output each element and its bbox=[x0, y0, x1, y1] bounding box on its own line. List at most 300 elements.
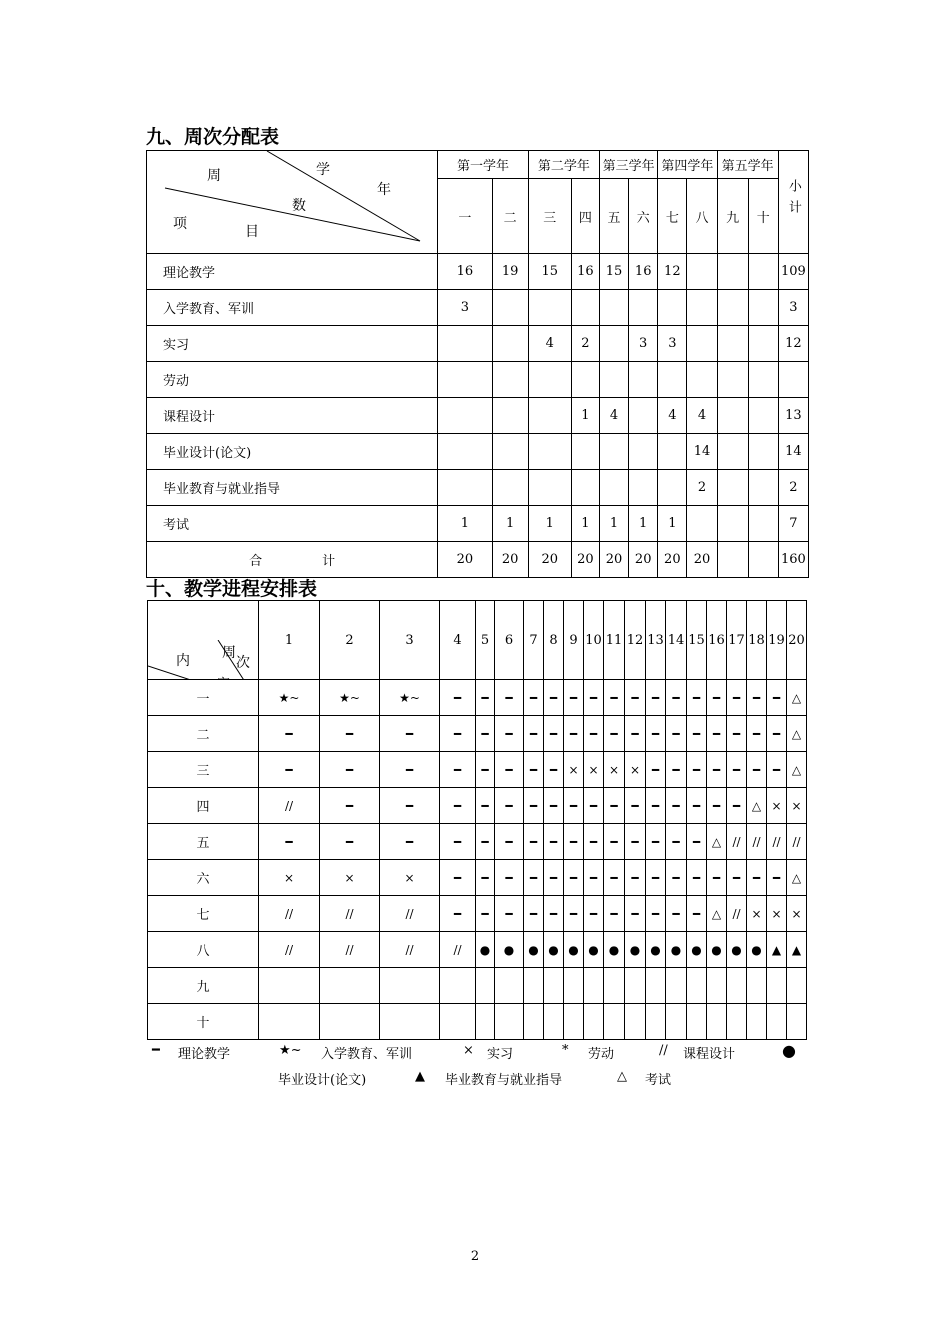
legend-label-internship: 实习 bbox=[487, 1047, 514, 1062]
week-count-cell bbox=[717, 254, 748, 290]
row-total-cell: 109 bbox=[778, 254, 808, 290]
schedule-cell: × bbox=[604, 752, 625, 788]
week-count-cell: 1 bbox=[600, 506, 629, 542]
schedule-cell: ━ bbox=[727, 716, 747, 752]
schedule-cell bbox=[476, 968, 495, 1004]
schedule-cell: ━ bbox=[767, 716, 787, 752]
schedule-cell: ━ bbox=[646, 680, 666, 716]
schedule-cell: ━ bbox=[747, 716, 767, 752]
schedule-cell: ━ bbox=[687, 716, 707, 752]
sum-cell: 20 bbox=[571, 542, 599, 578]
schedule-cell: ━ bbox=[259, 752, 320, 788]
week-count-cell: 14 bbox=[687, 434, 717, 470]
schedule-cell bbox=[584, 1004, 604, 1040]
sum-total: 160 bbox=[778, 542, 808, 578]
week-number-header: 20 bbox=[787, 601, 807, 680]
week-number-header: 17 bbox=[727, 601, 747, 680]
term-label: 一 bbox=[148, 680, 259, 716]
schedule-cell: // bbox=[767, 824, 787, 860]
schedule-cell: × bbox=[767, 896, 787, 932]
schedule-cell bbox=[564, 968, 584, 1004]
schedule-cell: ━ bbox=[544, 680, 564, 716]
week-count-cell bbox=[492, 434, 528, 470]
sum-cell: 20 bbox=[528, 542, 571, 578]
schedule-cell: ━ bbox=[524, 860, 544, 896]
schedule-cell: ━ bbox=[747, 860, 767, 896]
week-allocation-table bbox=[146, 150, 809, 578]
week-count-cell: 1 bbox=[528, 506, 571, 542]
legend-symbol-theory: ━ bbox=[152, 1043, 160, 1058]
term-label: 三 bbox=[148, 752, 259, 788]
week-count-cell: 4 bbox=[687, 398, 717, 434]
section10-title: 十、教学进程安排表 bbox=[146, 578, 318, 600]
week-count-cell: 4 bbox=[528, 326, 571, 362]
schedule-cell bbox=[707, 1004, 727, 1040]
schedule-cell: × bbox=[747, 896, 767, 932]
week-count-cell: 2 bbox=[687, 470, 717, 506]
week-number-header: 10 bbox=[584, 601, 604, 680]
schedule-corner-rong bbox=[216, 674, 230, 680]
week-count-cell bbox=[438, 326, 492, 362]
corner-label-week: 周 bbox=[207, 168, 221, 184]
legend-label-orientation: 入学教育、军训 bbox=[321, 1047, 413, 1062]
term-label: 九 bbox=[148, 968, 259, 1004]
week-count-cell bbox=[629, 434, 658, 470]
schedule-cell: ★~ bbox=[380, 680, 440, 716]
term-label: 四 bbox=[148, 788, 259, 824]
schedule-cell: ━ bbox=[687, 896, 707, 932]
term-label: 二 bbox=[148, 716, 259, 752]
row-total-cell bbox=[778, 362, 808, 398]
week-number-header: 2 bbox=[320, 601, 380, 680]
term-row bbox=[148, 860, 807, 896]
schedule-cell: ● bbox=[524, 932, 544, 968]
week-count-cell bbox=[528, 398, 571, 434]
week-number-header: 19 bbox=[767, 601, 787, 680]
schedule-cell: ━ bbox=[747, 752, 767, 788]
schedule-cell: ━ bbox=[727, 680, 747, 716]
week-count-cell: 1 bbox=[658, 506, 687, 542]
schedule-cell: ━ bbox=[259, 824, 320, 860]
schedule-cell: // bbox=[259, 932, 320, 968]
schedule-cell bbox=[320, 1004, 380, 1040]
week-count-cell: 2 bbox=[571, 326, 599, 362]
term-header: 六 bbox=[629, 179, 658, 254]
sum-label-a: 合 bbox=[249, 554, 263, 569]
row-total-cell: 7 bbox=[778, 506, 808, 542]
sum-cell: 20 bbox=[438, 542, 492, 578]
schedule-cell: ━ bbox=[707, 716, 727, 752]
schedule-cell: ━ bbox=[625, 788, 646, 824]
year-header: 第三学年 bbox=[600, 151, 658, 179]
schedule-cell: ━ bbox=[564, 860, 584, 896]
schedule-cell: // bbox=[747, 824, 767, 860]
schedule-cell: ━ bbox=[604, 896, 625, 932]
schedule-cell: ━ bbox=[646, 824, 666, 860]
teaching-schedule-table bbox=[147, 600, 807, 1040]
schedule-cell: ● bbox=[604, 932, 625, 968]
schedule-cell: ━ bbox=[544, 752, 564, 788]
week-number-header: 9 bbox=[564, 601, 584, 680]
schedule-cell bbox=[666, 968, 687, 1004]
schedule-cell bbox=[604, 1004, 625, 1040]
week-count-cell bbox=[571, 434, 599, 470]
week-count-cell bbox=[687, 290, 717, 326]
schedule-cell: // bbox=[787, 824, 807, 860]
week-count-cell: 3 bbox=[438, 290, 492, 326]
week-count-cell: 4 bbox=[658, 398, 687, 434]
schedule-cell bbox=[544, 1004, 564, 1040]
schedule-cell: ━ bbox=[646, 752, 666, 788]
schedule-cell: ━ bbox=[666, 824, 687, 860]
legend-symbol-graduation: ▲ bbox=[415, 1069, 425, 1084]
corner-header bbox=[147, 151, 438, 254]
schedule-cell bbox=[320, 968, 380, 1004]
schedule-cell: ━ bbox=[440, 680, 476, 716]
week-count-cell bbox=[717, 362, 748, 398]
week-count-cell bbox=[687, 362, 717, 398]
term-header: 八 bbox=[687, 179, 717, 254]
corner-label-xiang: 项 bbox=[173, 216, 187, 232]
sum-cell: 20 bbox=[687, 542, 717, 578]
legend-symbol-exam: △ bbox=[617, 1069, 627, 1084]
schedule-cell: ━ bbox=[646, 896, 666, 932]
week-count-cell: 15 bbox=[600, 254, 629, 290]
week-count-cell bbox=[571, 362, 599, 398]
schedule-cell: ━ bbox=[687, 788, 707, 824]
week-count-cell bbox=[600, 326, 629, 362]
schedule-cell bbox=[259, 968, 320, 1004]
term-label: 八 bbox=[148, 932, 259, 968]
schedule-cell: ━ bbox=[476, 752, 495, 788]
schedule-cell: ━ bbox=[707, 788, 727, 824]
week-count-cell: 16 bbox=[629, 254, 658, 290]
schedule-cell: // bbox=[320, 896, 380, 932]
schedule-cell: ● bbox=[625, 932, 646, 968]
week-count-cell bbox=[717, 398, 748, 434]
schedule-cell: ● bbox=[564, 932, 584, 968]
week-count-cell: 19 bbox=[492, 254, 528, 290]
schedule-corner-header bbox=[148, 601, 259, 680]
schedule-cell: ━ bbox=[440, 824, 476, 860]
week-number-header: 12 bbox=[625, 601, 646, 680]
schedule-cell: ━ bbox=[666, 716, 687, 752]
schedule-cell bbox=[646, 1004, 666, 1040]
term-label: 七 bbox=[148, 896, 259, 932]
week-number-header: 1 bbox=[259, 601, 320, 680]
week-count-cell bbox=[492, 326, 528, 362]
legend-symbol-orientation: ★~ bbox=[279, 1043, 302, 1058]
schedule-cell: ━ bbox=[584, 860, 604, 896]
schedule-cell: △ bbox=[707, 824, 727, 860]
schedule-cell: ━ bbox=[747, 680, 767, 716]
sum-cell: 20 bbox=[492, 542, 528, 578]
schedule-cell: ━ bbox=[584, 788, 604, 824]
schedule-cell bbox=[544, 968, 564, 1004]
week-count-cell bbox=[748, 362, 778, 398]
schedule-cell: ● bbox=[727, 932, 747, 968]
schedule-cell bbox=[625, 968, 646, 1004]
schedule-cell bbox=[747, 968, 767, 1004]
schedule-cell: ━ bbox=[320, 788, 380, 824]
schedule-cell: ━ bbox=[380, 716, 440, 752]
schedule-cell: ━ bbox=[495, 680, 524, 716]
legend-label-exam: 考试 bbox=[645, 1073, 672, 1088]
schedule-cell: △ bbox=[787, 680, 807, 716]
schedule-cell: ━ bbox=[524, 716, 544, 752]
week-count-cell bbox=[571, 290, 599, 326]
schedule-cell: ━ bbox=[707, 752, 727, 788]
subtotal-header: 小计 bbox=[778, 151, 808, 254]
schedule-cell: ━ bbox=[259, 716, 320, 752]
schedule-cell bbox=[440, 1004, 476, 1040]
sum-cell: 20 bbox=[629, 542, 658, 578]
week-count-cell: 3 bbox=[629, 326, 658, 362]
schedule-cell: ━ bbox=[476, 716, 495, 752]
term-row bbox=[148, 824, 807, 860]
schedule-cell: ━ bbox=[687, 752, 707, 788]
schedule-cell: ━ bbox=[625, 716, 646, 752]
row-label: 实习 bbox=[147, 326, 438, 362]
schedule-cell: ━ bbox=[495, 896, 524, 932]
term-row bbox=[148, 716, 807, 752]
schedule-cell: × bbox=[767, 788, 787, 824]
schedule-cell: × bbox=[259, 860, 320, 896]
schedule-cell: ━ bbox=[646, 716, 666, 752]
row-label: 入学教育、军训 bbox=[147, 290, 438, 326]
schedule-cell bbox=[564, 1004, 584, 1040]
week-number-header: 3 bbox=[380, 601, 440, 680]
week-count-cell bbox=[748, 326, 778, 362]
schedule-cell: ━ bbox=[524, 824, 544, 860]
allocation-row bbox=[147, 434, 809, 470]
schedule-cell: ★~ bbox=[320, 680, 380, 716]
schedule-cell: // bbox=[380, 896, 440, 932]
schedule-cell bbox=[687, 968, 707, 1004]
schedule-cell: ━ bbox=[564, 680, 584, 716]
sum-cell bbox=[748, 542, 778, 578]
week-count-cell bbox=[629, 362, 658, 398]
schedule-cell: ━ bbox=[727, 860, 747, 896]
schedule-cell: ━ bbox=[524, 788, 544, 824]
schedule-cell: ━ bbox=[544, 860, 564, 896]
year-header: 第五学年 bbox=[717, 151, 778, 179]
schedule-cell: ━ bbox=[544, 716, 564, 752]
schedule-cell bbox=[476, 1004, 495, 1040]
week-count-cell: 1 bbox=[438, 506, 492, 542]
week-count-cell: 16 bbox=[571, 254, 599, 290]
schedule-corner-zhou: 周 bbox=[222, 645, 236, 661]
schedule-cell: ● bbox=[544, 932, 564, 968]
sum-cell: 20 bbox=[658, 542, 687, 578]
corner-label-xue: 学 bbox=[316, 162, 330, 178]
schedule-cell: ● bbox=[584, 932, 604, 968]
schedule-cell: ━ bbox=[584, 680, 604, 716]
page-number: 2 bbox=[470, 1249, 480, 1264]
row-total-cell: 2 bbox=[778, 470, 808, 506]
schedule-corner-ci: 次 bbox=[236, 655, 250, 671]
schedule-corner-nei: 内 bbox=[176, 653, 190, 669]
schedule-cell: ━ bbox=[380, 752, 440, 788]
schedule-cell: ▲ bbox=[767, 932, 787, 968]
schedule-cell: ━ bbox=[476, 680, 495, 716]
schedule-cell: ━ bbox=[727, 788, 747, 824]
schedule-cell: ━ bbox=[666, 860, 687, 896]
schedule-cell: ● bbox=[747, 932, 767, 968]
schedule-cell: ━ bbox=[584, 716, 604, 752]
schedule-cell bbox=[707, 968, 727, 1004]
corner-label-nian: 年 bbox=[377, 182, 391, 198]
schedule-cell: ━ bbox=[767, 860, 787, 896]
legend-label-course-design: 课程设计 bbox=[683, 1047, 736, 1062]
schedule-cell: ━ bbox=[524, 680, 544, 716]
schedule-cell: ━ bbox=[727, 752, 747, 788]
week-count-cell: 15 bbox=[528, 254, 571, 290]
allocation-row bbox=[147, 506, 809, 542]
week-count-cell: 4 bbox=[600, 398, 629, 434]
schedule-cell: ● bbox=[707, 932, 727, 968]
legend-symbol-course-design: // bbox=[659, 1043, 668, 1058]
corner-label-mu: 目 bbox=[245, 224, 259, 240]
week-count-cell bbox=[438, 434, 492, 470]
week-count-cell bbox=[528, 362, 571, 398]
legend-symbol-labor: * bbox=[562, 1043, 569, 1058]
week-count-cell bbox=[600, 290, 629, 326]
schedule-cell: ● bbox=[495, 932, 524, 968]
schedule-cell: ━ bbox=[767, 752, 787, 788]
schedule-cell bbox=[440, 968, 476, 1004]
week-count-cell bbox=[438, 398, 492, 434]
schedule-cell: × bbox=[787, 788, 807, 824]
schedule-cell: // bbox=[440, 932, 476, 968]
schedule-cell bbox=[787, 968, 807, 1004]
row-total-cell: 12 bbox=[778, 326, 808, 362]
schedule-cell: ━ bbox=[495, 752, 524, 788]
schedule-cell: ━ bbox=[564, 716, 584, 752]
term-header: 四 bbox=[571, 179, 599, 254]
week-count-cell bbox=[492, 362, 528, 398]
allocation-row bbox=[147, 254, 809, 290]
allocation-row bbox=[147, 398, 809, 434]
week-count-cell bbox=[438, 470, 492, 506]
term-header: 五 bbox=[600, 179, 629, 254]
schedule-cell bbox=[625, 1004, 646, 1040]
schedule-cell: △ bbox=[787, 752, 807, 788]
week-count-cell: 1 bbox=[492, 506, 528, 542]
schedule-cell: ━ bbox=[625, 824, 646, 860]
schedule-cell bbox=[524, 968, 544, 1004]
schedule-cell: ━ bbox=[380, 824, 440, 860]
schedule-cell: ━ bbox=[440, 860, 476, 896]
week-count-cell bbox=[717, 290, 748, 326]
schedule-cell bbox=[747, 1004, 767, 1040]
schedule-cell bbox=[584, 968, 604, 1004]
schedule-cell bbox=[727, 968, 747, 1004]
schedule-cell bbox=[787, 1004, 807, 1040]
schedule-cell: ● bbox=[646, 932, 666, 968]
schedule-cell: ━ bbox=[646, 860, 666, 896]
week-number-header: 16 bbox=[707, 601, 727, 680]
week-count-cell bbox=[687, 326, 717, 362]
schedule-cell: ━ bbox=[707, 680, 727, 716]
schedule-cell: ━ bbox=[584, 824, 604, 860]
week-number-header: 18 bbox=[747, 601, 767, 680]
schedule-cell bbox=[604, 968, 625, 1004]
week-number-header: 15 bbox=[687, 601, 707, 680]
schedule-cell: △ bbox=[787, 716, 807, 752]
schedule-cell bbox=[666, 1004, 687, 1040]
allocation-row bbox=[147, 362, 809, 398]
row-label: 课程设计 bbox=[147, 398, 438, 434]
legend-label-thesis: 毕业设计(论文) bbox=[278, 1073, 367, 1088]
term-header: 一 bbox=[438, 179, 492, 254]
week-count-cell: 16 bbox=[438, 254, 492, 290]
schedule-cell: ━ bbox=[440, 716, 476, 752]
schedule-cell: ━ bbox=[564, 824, 584, 860]
week-number-header: 14 bbox=[666, 601, 687, 680]
week-count-cell bbox=[748, 434, 778, 470]
schedule-cell: ━ bbox=[380, 788, 440, 824]
legend-symbol-internship: × bbox=[463, 1043, 474, 1058]
schedule-cell: // bbox=[727, 824, 747, 860]
schedule-cell: // bbox=[259, 896, 320, 932]
week-number-header: 6 bbox=[495, 601, 524, 680]
schedule-cell: ━ bbox=[495, 788, 524, 824]
schedule-cell: △ bbox=[747, 788, 767, 824]
schedule-cell: ● bbox=[666, 932, 687, 968]
schedule-cell: ━ bbox=[666, 680, 687, 716]
schedule-cell: // bbox=[259, 788, 320, 824]
row-total-cell: 3 bbox=[778, 290, 808, 326]
schedule-cell bbox=[259, 1004, 320, 1040]
legend-label-labor: 劳动 bbox=[588, 1047, 615, 1062]
week-count-cell bbox=[717, 326, 748, 362]
legend-symbol-thesis: ● bbox=[782, 1041, 796, 1060]
term-header: 三 bbox=[528, 179, 571, 254]
term-header: 二 bbox=[492, 179, 528, 254]
week-count-cell bbox=[717, 470, 748, 506]
schedule-cell bbox=[524, 1004, 544, 1040]
schedule-cell: × bbox=[625, 752, 646, 788]
sum-cell: 20 bbox=[600, 542, 629, 578]
schedule-cell: ━ bbox=[476, 824, 495, 860]
week-count-cell bbox=[717, 506, 748, 542]
week-count-cell: 1 bbox=[571, 506, 599, 542]
schedule-cell: ━ bbox=[320, 752, 380, 788]
week-count-cell bbox=[748, 506, 778, 542]
schedule-cell: ━ bbox=[625, 680, 646, 716]
week-count-cell bbox=[600, 362, 629, 398]
schedule-cell: ━ bbox=[604, 788, 625, 824]
schedule-cell: ━ bbox=[604, 680, 625, 716]
schedule-cell bbox=[767, 1004, 787, 1040]
allocation-row bbox=[147, 470, 809, 506]
week-count-cell bbox=[629, 290, 658, 326]
schedule-cell: ━ bbox=[440, 896, 476, 932]
schedule-cell: ━ bbox=[476, 896, 495, 932]
year-header: 第四学年 bbox=[658, 151, 717, 179]
row-label: 毕业教育与就业指导 bbox=[147, 470, 438, 506]
week-count-cell bbox=[438, 362, 492, 398]
schedule-cell bbox=[646, 968, 666, 1004]
week-count-cell bbox=[687, 506, 717, 542]
schedule-cell: △ bbox=[707, 896, 727, 932]
schedule-cell bbox=[380, 1004, 440, 1040]
schedule-cell: × bbox=[584, 752, 604, 788]
schedule-cell: ━ bbox=[625, 860, 646, 896]
term-header: 十 bbox=[748, 179, 778, 254]
schedule-cell: ━ bbox=[625, 896, 646, 932]
